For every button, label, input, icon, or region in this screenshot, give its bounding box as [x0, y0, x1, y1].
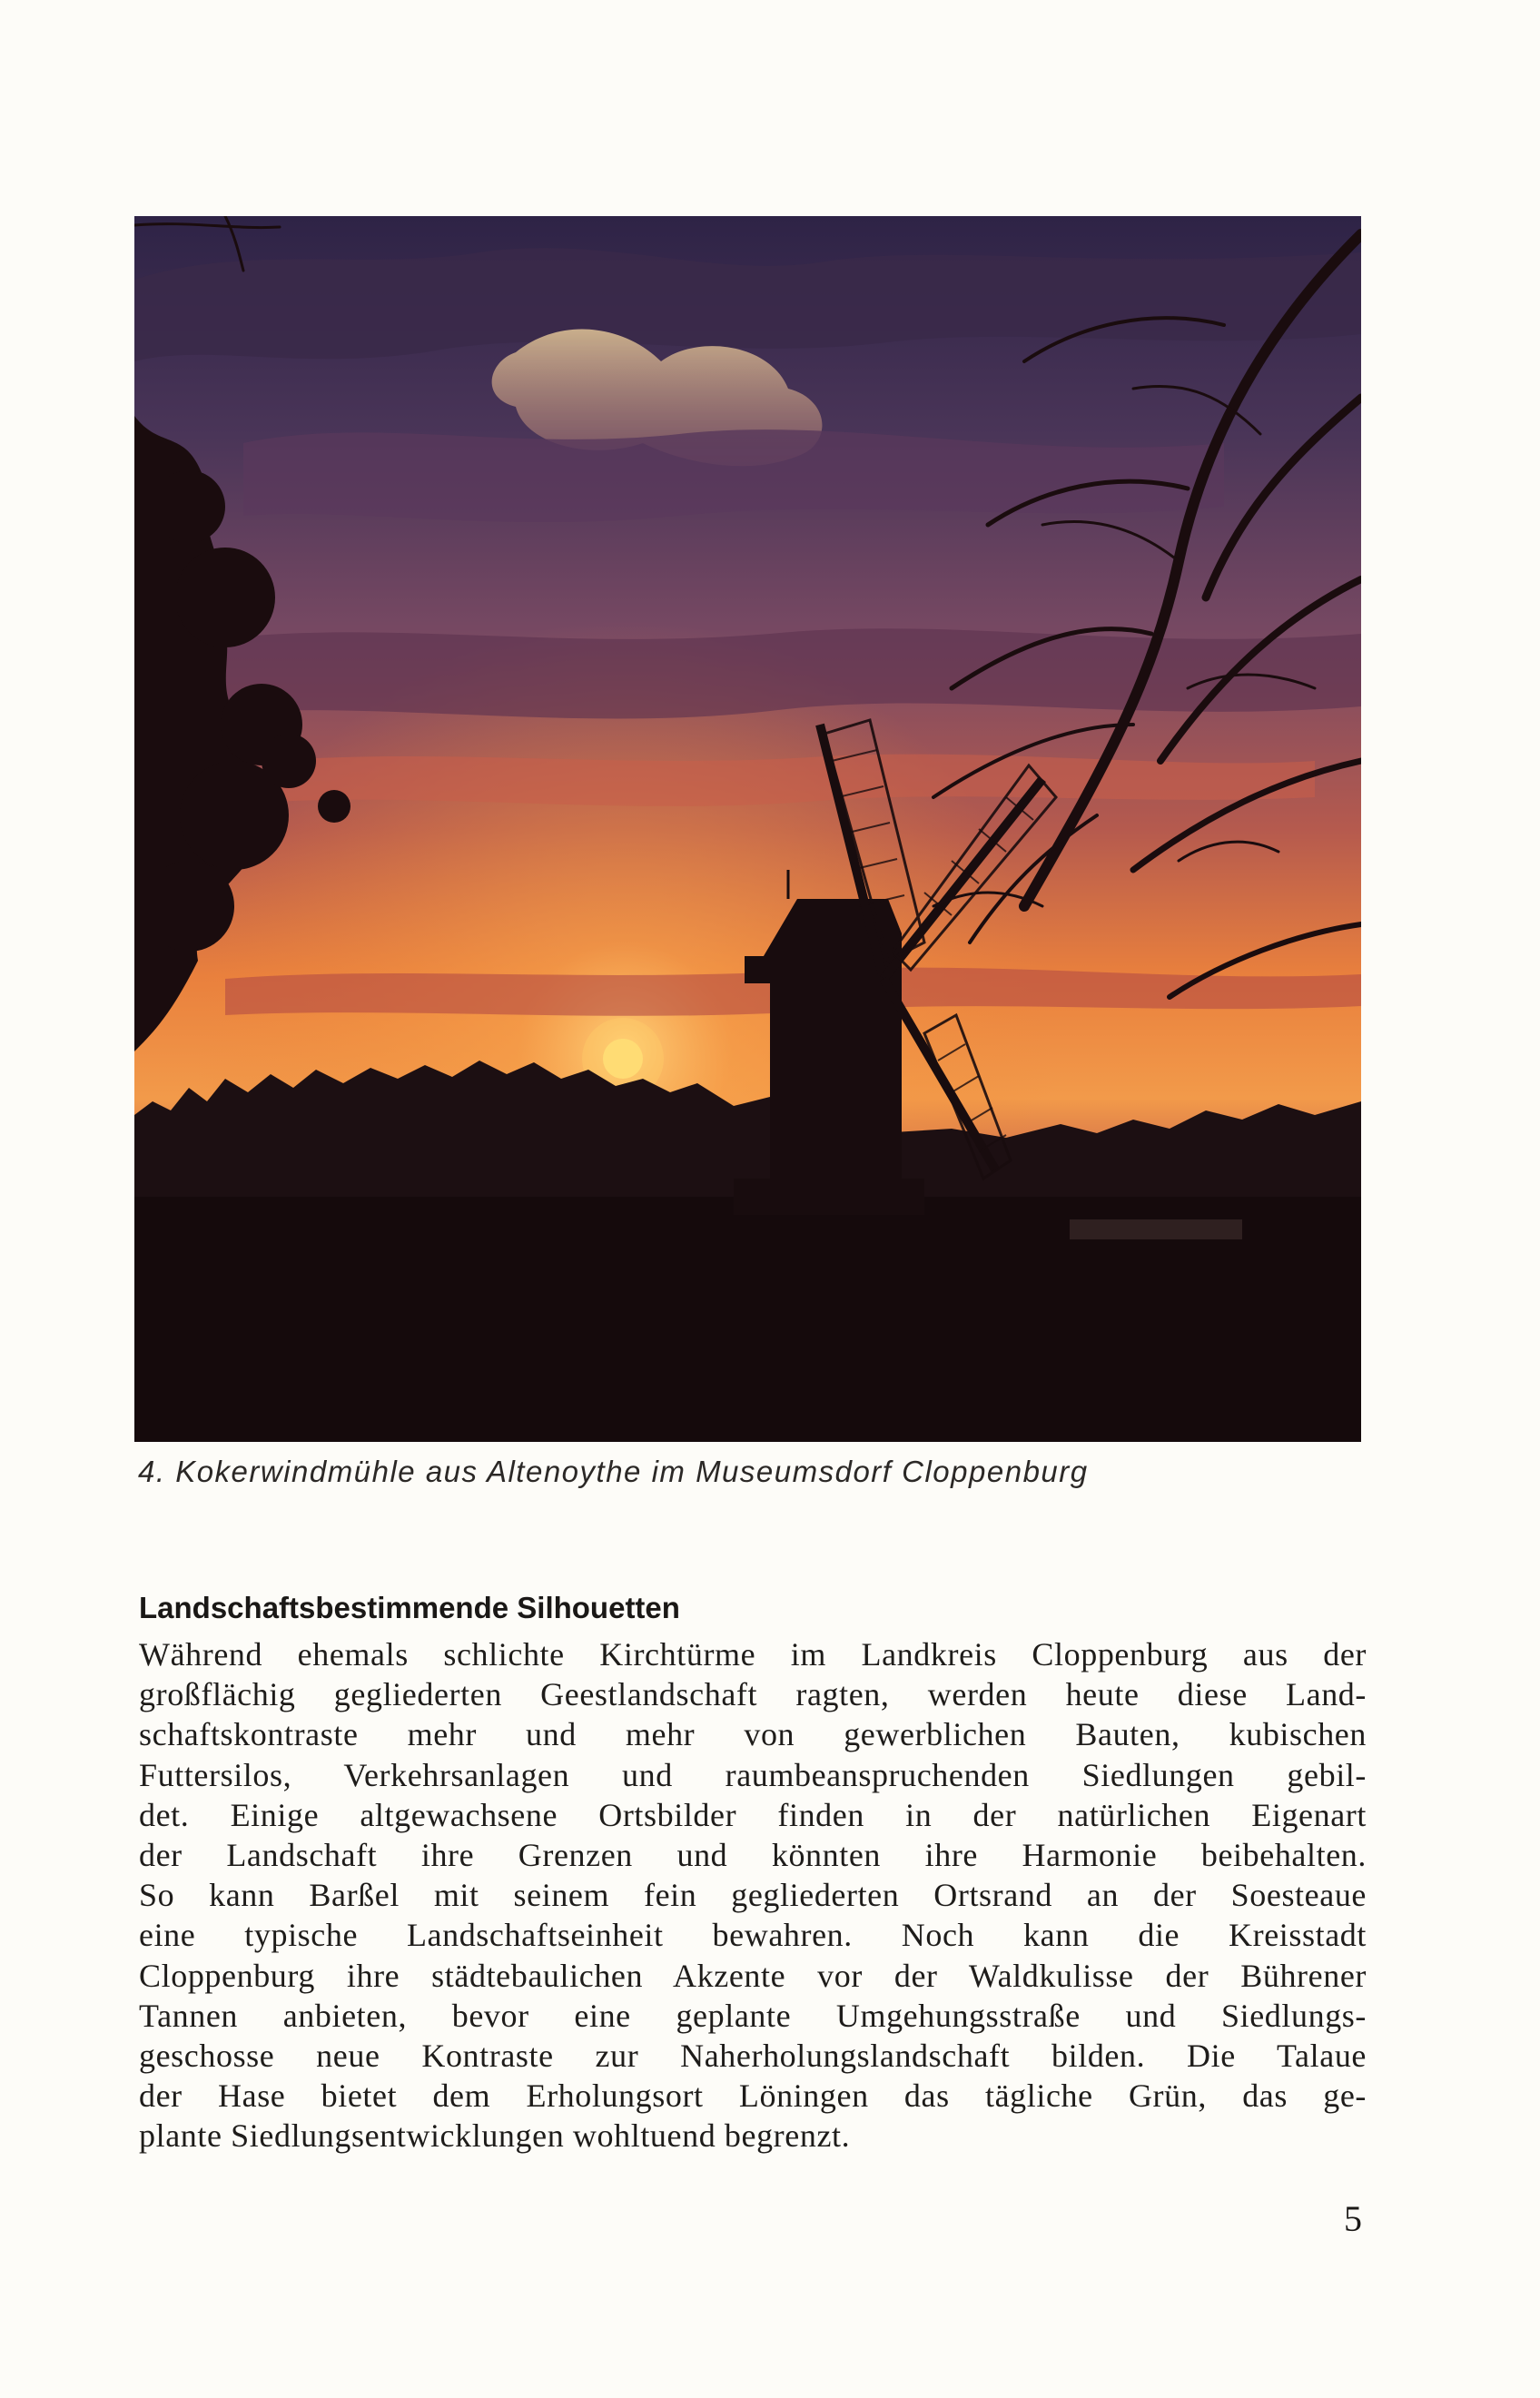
body-line: großflächig gegliederten Geestlandschaft ragten, werden heute diese Land-	[139, 1676, 1367, 1713]
body-line: eine typische Landschaftseinheit bewahren. Noch kann die Kreisstadt	[139, 1917, 1367, 1954]
body-line: Cloppenburg ihre städtebaulichen Akzente vor der Waldkulisse der Bührener	[139, 1957, 1367, 1994]
body-line: schaftskontraste mehr und mehr von gewerblichen Bauten, kubischen	[139, 1716, 1367, 1753]
body-line: plante Siedlungsentwicklungen wohltuend begrenzt.	[139, 2117, 851, 2155]
body-line: Während ehemals schlichte Kirchtürme im Landkreis Cloppenburg aus der	[139, 1636, 1367, 1673]
body-line: det. Einige altgewachsene Ortsbilder finden in der natürlichen Eigenart	[139, 1796, 1367, 1833]
body-line: So kann Barßel mit seinem fein gegliederten Ortsrand an der Soesteaue	[139, 1877, 1367, 1914]
windmill-sunset-illustration	[134, 216, 1361, 1442]
body-line: Tannen anbieten, bevor eine geplante Umgehungsstraße und Siedlungs-	[139, 1997, 1367, 2034]
windmill-sunset-photo	[134, 216, 1361, 1442]
body-line: der Landschaft ihre Grenzen und könnten ihre Harmonie beibehalten.	[139, 1836, 1367, 1873]
body-paragraph	[139, 1634, 1367, 2156]
section-heading: Landschaftsbestimmende Silhouetten	[139, 1591, 680, 1624]
body-line: Futtersilos, Verkehrsanlagen und raumbeanspruchenden Siedlungen gebil-	[139, 1756, 1367, 1793]
page-number: 5	[1344, 2198, 1362, 2239]
body-line: geschosse neue Kontraste zur Naherholungslandschaft bilden. Die Talaue	[139, 2037, 1367, 2074]
body-line: der Hase bietet dem Erholungsort Löningen das tägliche Grün, das ge-	[139, 2077, 1367, 2115]
photo-caption: 4. Kokerwindmühle aus Altenoythe im Museumsdorf Cloppenburg	[138, 1455, 1089, 1488]
